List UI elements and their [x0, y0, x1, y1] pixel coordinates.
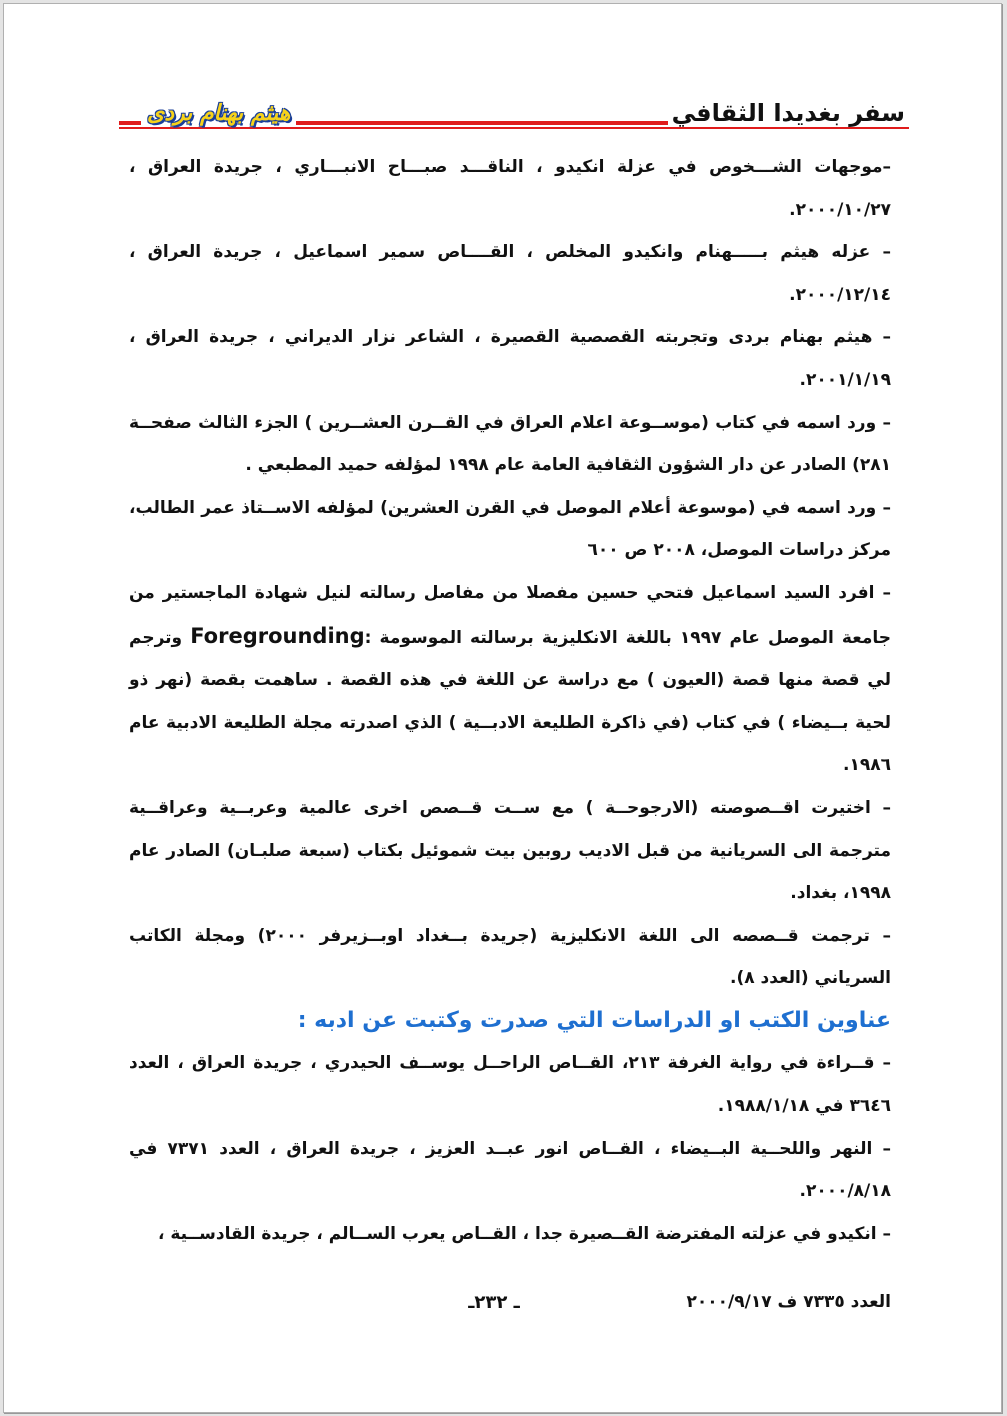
header-author: هيثم بهنام بردى [141, 101, 296, 126]
paragraph: – عزله هيثم بـــــهنام وانكيدو المخلص ، القــــاص سمير اسماعيل ، جريدة العراق ، ٢٠٠٠/١٢/١٤. [129, 242, 891, 305]
paragraph: – انكيدو في عزلته المفترضة القــصيرة جدا ، القــاص يعرب الســالم ، جريدة القادســية ، [157, 1223, 891, 1244]
page-sheet [3, 3, 1002, 1413]
paragraph: – ورد اسمه في (موسوعة أعلام الموصل في القرن العشرين) لمؤلفه الاســتاذ عمر الطالب، مركز دراسات الموصل، ٢٠٠٨ ص ٦٠٠ [129, 497, 891, 561]
header-book-title: سفر بغديدا الثقافي [668, 99, 909, 127]
paragraph: – ترجمت قــصصه الى اللغة الانكليزية (جريدة بــغداد اوبــزيرفر ٢٠٠٠) ومجلة الكاتب السرياني (العدد ٨). [129, 925, 892, 989]
paragraph: – قــراءة في رواية الغرفة ٢١٣، القــاص الراحــل يوســف الحيدري ، جريدة العراق ، العدد ٣٦٤٦ في ١٩٨٨/١/١٨. [129, 1053, 891, 1117]
page-header [119, 99, 909, 135]
paragraph: – ورد اسمه في كتاب (موســوعة اعلام العراق في القــرن العشــرين ) الجزء الثالث صفحــة ٢٨١) الصادر عن دار الشؤون الثقافية العامة عام ١٩٩٨ لمؤلفه حميد المطبعي . [129, 412, 891, 476]
paragraph: – اختيرت اقــصوصته (الارجوحــة ) مع ســت قــصص اخرى عالمية وعربــية وعراقــية مترجمة الى السريانية من قبل الاديب روبين بيت شموئيل بكتاب (سبعة صلبـان) الصادر عام ١٩٩٨، بغداد. [129, 797, 891, 904]
thesis-text-after: وترجم لي قصة منها قصة (العيون ) مع دراسة عن اللغة في هذه القصة . ساهمت بقصة (نهر ذو لحية بــيضاء ) في كتاب (في ذاكرة الطليعة الادبــية ) الذي اصدرته مجلة الطليعة الادبية عام ١٩٨٦. [129, 627, 891, 776]
english-term: Foregrounding [190, 623, 365, 648]
page-body [129, 146, 891, 1255]
section-heading: عناوين الكتب او الدراسات التي صدرت وكتبت عن ادبه : [297, 1007, 891, 1033]
paragraph: – هيثم بهنام بردى وتجربته القصصية القصيرة ، الشاعر نزار الديراني ، جريدة العراق ، ٢٠٠١/١/١٩. [129, 327, 891, 390]
paragraph: –موجهات الشـــخوص في عزلة انكيدو ، الناقـــد صبـــاح الانبـــاري ، جريدة العراق ، ٢٠٠٠/١٠/٢٧. [129, 157, 891, 220]
header-rule-thin [119, 127, 909, 129]
footer-continuation: العدد ٧٣٣٥ ف ٢٠٠٠/٩/١٧ [686, 1292, 891, 1312]
page-number: ـ ٢٣٢ـ [468, 1292, 520, 1313]
paragraph-thesis [129, 572, 891, 787]
paragraph: – النهر واللحــية البــيضاء ، القــاص انور عبــد العزيز ، جريدة العراق ، العدد ٧٣٧١ في ٢٠٠٠/٨/١٨. [129, 1138, 892, 1202]
thesis-text-before: – افرد السيد اسماعيل فتحي حسين مفصلا من مفاصل رسالته لنيل شهادة الماجستير من جامعة الموصل عام ١٩٩٧ باللغة الانكليزية برسالته الموسومة : [129, 582, 891, 648]
